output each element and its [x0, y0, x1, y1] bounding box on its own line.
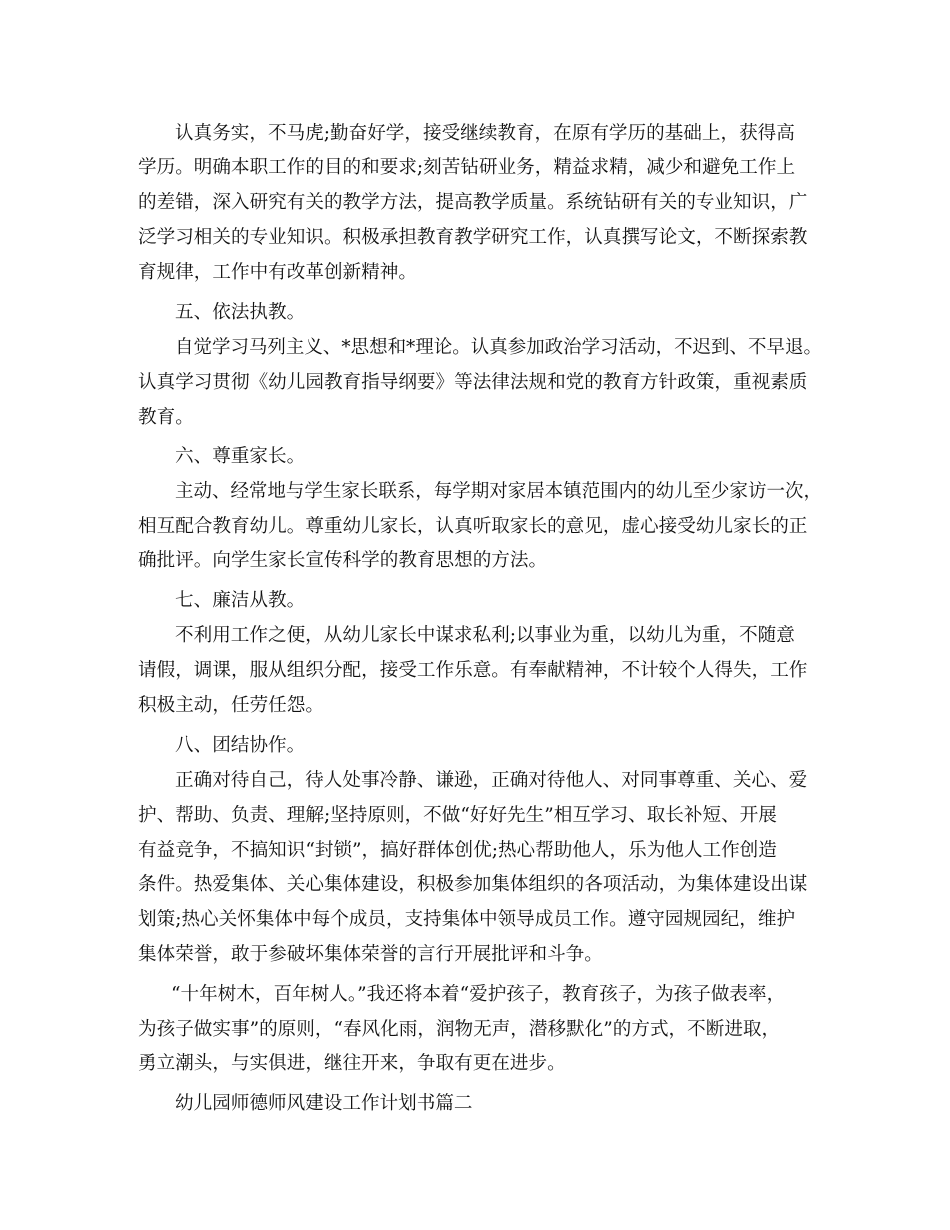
- text-line: 确批评。向学生家长宣传科学的教育思想的方法。: [138, 550, 548, 571]
- text-line: 六、尊重家长。: [175, 446, 306, 467]
- text-line: 认真务实，不马虎;勤奋好学，接受继续教育，在原有学历的基础上，获得高: [175, 123, 795, 144]
- text-line: 学历。明确本职工作的目的和要求;刻苦钻研业务，精益求精，减少和避免工作上: [138, 157, 796, 178]
- text-line: 有益竞争，不搞知识“封锁”，搞好群体创优;热心帮助他人，乐为他人工作创造: [138, 840, 777, 861]
- text-line: 条件。热爱集体、关心集体建设，积极参加集体组织的各项活动，为集体建设出谋: [138, 874, 808, 895]
- text-line: 相互配合教育幼儿。尊重幼儿家长，认真听取家长的意见，虚心接受幼儿家长的正: [138, 516, 808, 537]
- text-line: 七、廉洁从教。: [175, 590, 306, 611]
- text-line: 划策;热心关怀集体中每个成员，支持集体中领导成员工作。遵守园规园纪，维护: [138, 909, 796, 930]
- text-line: 五、依法执教。: [175, 302, 306, 323]
- text-line: 八、团结协作。: [175, 735, 306, 756]
- text-line: 自觉学习马列主义、*思想和*理论。认真参加政治学习活动，不迟到、不早退。: [175, 337, 822, 358]
- text-line: 集体荣誉，敢于参破坏集体荣誉的言行开展批评和斗争。: [138, 944, 603, 965]
- text-line: 的差错，深入研究有关的教学方法，提高教学质量。系统钻研有关的专业知识，广: [138, 192, 808, 213]
- text-line: 教育。: [138, 407, 194, 428]
- text-line: 泛学习相关的专业知识。积极承担教育教学研究工作，认真撰写论文，不断探索教: [138, 227, 808, 248]
- text-line: 积极主动，任劳任怨。: [138, 695, 324, 716]
- text-line: 育规律，工作中有改革创新精神。: [138, 262, 417, 283]
- text-line: 请假，调课，服从组织分配，接受工作乐意。有奉献精神，不计较个人得失，工作: [138, 660, 808, 681]
- text-line: 主动、经常地与学生家长联系，每学期对家居本镇范围内的幼儿至少家访一次，: [175, 481, 822, 502]
- text-line: 护、帮助、负责、理解;坚持原则，不做“好好先生”相互学习、取长补短、开展: [138, 805, 777, 826]
- text-line: 认真学习贯彻《幼儿园教育指导纲要》等法律法规和党的教育方针政策，重视素质: [138, 372, 808, 393]
- text-line: “十年树木，百年树人。”我还将本着“爱护孩子，教育孩子，为孩子做表率，: [171, 984, 786, 1005]
- text-line: 幼儿园师德师风建设工作计划书篇二: [175, 1093, 473, 1114]
- text-line: 正确对待自己，待人处事冷静、谦逊，正确对待他人、对同事尊重、关心、爱: [175, 770, 808, 791]
- text-line: 勇立潮头，与实俱进，继往开来，争取有更在进步。: [138, 1053, 566, 1074]
- text-line: 不利用工作之便，从幼儿家长中谋求私利;以事业为重，以幼儿为重，不随意: [175, 625, 795, 646]
- text-line: 为孩子做实事”的原则，“春风化雨，润物无声，潜移默化”的方式，不断进取，: [138, 1019, 781, 1040]
